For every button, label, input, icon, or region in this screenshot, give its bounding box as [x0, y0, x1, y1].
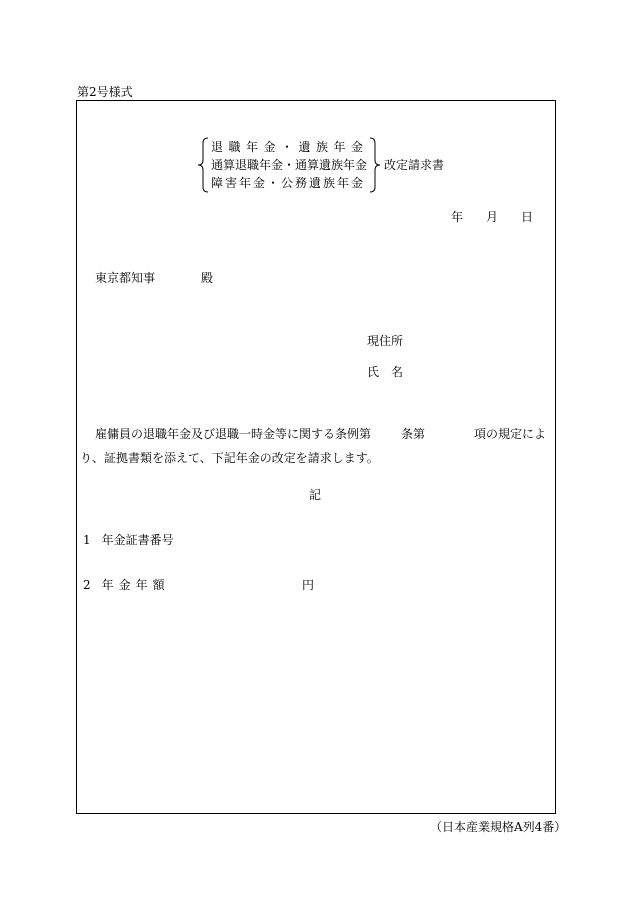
- title-line-2: 通算退職年金・通算遺族年金: [211, 158, 368, 172]
- body-text-part-2: 条第: [401, 427, 426, 441]
- item-label: 年金年額: [101, 578, 170, 592]
- left-brace-icon: [196, 137, 210, 193]
- form-number-label: 第2号様式: [77, 85, 133, 99]
- ki-heading: 記: [309, 488, 322, 502]
- right-brace-icon: [368, 137, 382, 193]
- list-item: [83, 534, 174, 546]
- item-number: 2: [83, 578, 91, 592]
- list-item: [83, 579, 170, 591]
- body-text-part-3: 項の規定によ: [474, 427, 547, 441]
- name-label: 氏 名: [367, 365, 404, 379]
- title-line-3: 障害年金・公務遺族年金: [211, 176, 363, 190]
- date-day-label: 日: [521, 210, 534, 224]
- item-label: 年金証書番号: [101, 533, 174, 547]
- paper-size-note: （日本産業規格A列4番）: [430, 820, 567, 834]
- date-month-label: 月: [486, 210, 499, 224]
- form-title: [196, 137, 456, 193]
- body-text-line-2: り、証拠書類を添えて、下記年金の改定を請求します。: [80, 451, 379, 465]
- address-label: 現住所: [367, 334, 404, 348]
- date-year-label: 年: [451, 210, 464, 224]
- item-unit: 円: [302, 578, 315, 592]
- item-number: 1: [83, 533, 91, 547]
- addressee-name: 東京都知事: [95, 271, 156, 285]
- body-text-part-1: 雇傭員の退職年金及び退職一時金等に関する条例第: [95, 427, 372, 441]
- title-suffix: 改定請求書: [384, 158, 445, 172]
- addressee-honorific: 殿: [201, 271, 214, 285]
- title-line-1: 退職年金・遺族年金: [211, 140, 363, 154]
